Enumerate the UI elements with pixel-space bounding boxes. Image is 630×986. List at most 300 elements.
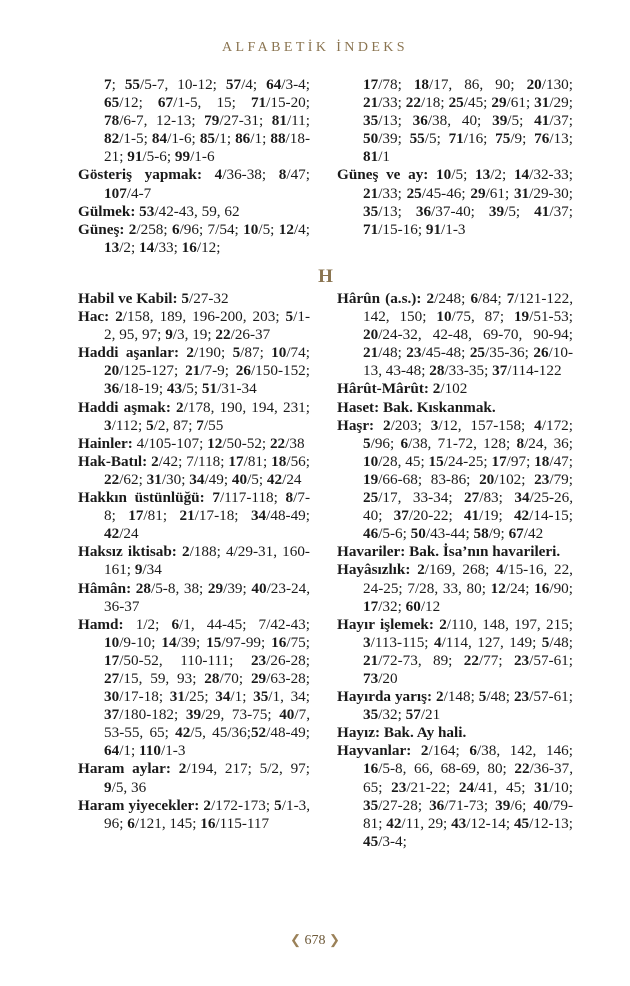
index-entry: [78, 760, 310, 796]
index-entry: [337, 290, 573, 380]
entry-bold-text: 64: [104, 742, 120, 760]
entry-text: /48-49;: [266, 507, 310, 525]
entry-text: /33-35;: [444, 362, 493, 380]
entry-bold-text: 36: [412, 112, 428, 130]
entry-bold-text: 39: [492, 112, 508, 130]
entry-text: ;: [111, 76, 125, 93]
entry-bold-text: 22: [215, 326, 231, 344]
entry-bold-text: 7: [196, 416, 204, 434]
index-entry: [337, 724, 573, 742]
entry-bold-text: 23: [406, 344, 422, 362]
entry-text: /47;: [549, 452, 573, 470]
entry-text: /113-115;: [370, 633, 434, 651]
entry-bold-text: 23: [250, 651, 267, 669]
entry-text: /6;: [510, 796, 534, 814]
entry-bold-text: 15: [206, 633, 222, 651]
entry-text: /3, 19;: [172, 326, 216, 344]
entry-text: /1, 44-45; 7/42-43;: [179, 615, 310, 633]
entry-bold-text: 21: [363, 344, 379, 362]
entry-text: /121, 145;: [134, 814, 201, 832]
entry-text: /1-5;: [119, 130, 152, 148]
entry-text: /5;: [504, 202, 535, 220]
entry-text: /18-19;: [119, 380, 167, 398]
entry-text: /72-73, 89;: [378, 651, 464, 669]
entry-bold-text: 31: [513, 184, 530, 202]
entry-text: /5;: [424, 130, 449, 148]
entry-text: /121-122, 142, 150;: [363, 290, 573, 326]
entry-text: /77;: [478, 651, 514, 669]
entry-text: /23-24, 36-37: [104, 579, 311, 615]
entry-text: /1;: [215, 130, 236, 148]
entry-bold-text: 12: [278, 220, 294, 238]
entry-text: /37;: [549, 112, 573, 130]
entry-text: /71-73;: [444, 796, 496, 814]
entry-text: /45-46;: [421, 184, 471, 202]
entry-bold-text: 23: [534, 470, 550, 488]
entry-text: /97-99;: [221, 633, 272, 651]
index-entry: [337, 543, 573, 561]
entry-text: /9;: [488, 525, 509, 543]
entry-bold-text: 5: [146, 416, 154, 434]
entry-bold-text: 75: [495, 130, 511, 148]
entry-bold-text: 20: [363, 326, 379, 344]
entry-text: /21: [420, 706, 441, 724]
index-entry: [78, 797, 310, 833]
entry-bold-text: 3: [363, 633, 371, 651]
entry-text: /45;: [463, 94, 492, 112]
entry-bold-text: 16: [181, 238, 197, 256]
entry-text: /5, 45/36;: [190, 724, 251, 742]
entry-text: /97;: [506, 452, 535, 470]
entry-bold-text: 37: [104, 706, 120, 724]
section-heading-row: [78, 266, 573, 288]
section-letter: H: [318, 266, 333, 287]
entry-text: /41, 45;: [474, 778, 535, 796]
entry-bold-text: 5: [478, 688, 487, 706]
entry-text: /190;: [193, 344, 233, 362]
entry-bold-text: 5: [274, 796, 282, 814]
entry-bold-text: 60: [405, 597, 421, 615]
entry-text: /7-8;: [104, 489, 310, 525]
entry-text: 4/105-107;: [136, 434, 208, 452]
entry-bold-text: 40: [251, 579, 267, 597]
entry-text: /29-30;: [529, 184, 573, 202]
entry-bold-text: 16: [200, 814, 216, 832]
entry-text: /4-7: [126, 184, 152, 202]
entry-text: /38, 142, 146;: [476, 742, 573, 760]
entry-bold-text: 20: [104, 362, 120, 380]
top-left-column: [78, 76, 310, 257]
entry-text: /48;: [378, 344, 407, 362]
entry-bold-text: 21: [363, 184, 379, 202]
entry-text: /9-10;: [119, 633, 162, 651]
entry-bold-text: 8: [516, 434, 525, 452]
entry-text: /1, 34;: [268, 688, 310, 706]
entry-text: /15-16;: [378, 220, 426, 238]
entry-text: /26-28;: [266, 651, 310, 669]
entry-bold-text: Haddi aşmak: 2: [78, 398, 184, 416]
entry-text: /24: [119, 525, 139, 543]
entry-bold-text: 26: [533, 344, 549, 362]
entry-bold-text: 50: [410, 525, 426, 543]
entry-text: /50-52, 110-111;: [119, 651, 251, 669]
entry-text: /158, 189, 196-200, 203;: [122, 308, 286, 326]
entry-text: /33;: [378, 94, 406, 112]
entry-bold-text: 45: [363, 832, 379, 850]
entry-bold-text: Haram yiyecekler: 2: [78, 796, 211, 814]
entry-bold-text: 24: [458, 778, 475, 796]
entry-bold-text: 23: [513, 651, 530, 669]
entry-text: /24: [282, 470, 302, 488]
entry-text: /1-6;: [167, 130, 200, 148]
entry-bold-text: Hayırda yarış: 2: [337, 688, 444, 706]
entry-bold-text: 17: [491, 452, 507, 470]
entry-bold-text: 8: [278, 166, 287, 184]
entry-bold-text: Hârût-Mârût: 2: [337, 380, 441, 398]
entry-text: /14-15;: [529, 507, 573, 525]
entry-bold-text: 35: [363, 706, 379, 724]
entry-text: /79;: [549, 470, 573, 488]
index-entry: [337, 380, 573, 398]
entry-text: /3-4;: [378, 832, 407, 850]
entry-text: /5-7, 10-12;: [140, 76, 226, 93]
entry-text: /39;: [176, 633, 207, 651]
entry-bold-text: 10: [436, 308, 452, 326]
entry-bold-text: 22: [514, 760, 530, 778]
entry-text: /11;: [286, 112, 311, 130]
entry-bold-text: 31: [534, 778, 550, 796]
page-footer: [0, 932, 630, 949]
entry-bold-text: 14: [513, 166, 530, 184]
entry-text: /115-117: [215, 814, 270, 832]
entry-text: /164;: [428, 742, 470, 760]
entry-text: /49;: [204, 470, 232, 488]
index-entry: [337, 688, 573, 724]
entry-bold-text: Hamd:: [78, 615, 136, 633]
entry-bold-text: Haşr: 2: [337, 416, 391, 434]
entry-text: /50-52;: [222, 434, 270, 452]
entry-bold-text: 27: [104, 669, 120, 687]
entry-bold-text: 23: [391, 778, 407, 796]
entry-text: /87;: [240, 344, 272, 362]
entry-text: /57-61;: [529, 651, 573, 669]
entry-bold-text: 34: [215, 688, 231, 706]
entry-bold-text: 19: [513, 308, 530, 326]
entry-text: /56;: [286, 452, 310, 470]
entry-bold-text: 81: [363, 148, 379, 166]
entry-bold-text: 22: [104, 470, 120, 488]
entry-text: /17-18;: [119, 688, 170, 706]
entry-bold-text: 52: [250, 724, 267, 742]
entry-text: /19;: [479, 507, 514, 525]
entry-text: /27-31;: [219, 112, 272, 130]
entry-text: /17, 86, 90;: [429, 76, 527, 93]
entry-text: /172;: [541, 416, 573, 434]
index-entry: [78, 435, 310, 453]
entry-text: /180-182;: [119, 706, 186, 724]
entry-bold-text: Hakkın üstünlüğü: 7: [78, 489, 220, 507]
entry-bold-text: 34: [189, 470, 205, 488]
entry-bold-text: 34: [250, 507, 267, 525]
entry-text: /83;: [479, 489, 515, 507]
entry-bold-text: 22: [269, 434, 286, 452]
entry-bold-text: Haksız iktisab: 2: [78, 543, 190, 561]
entry-text: /4;: [293, 220, 310, 238]
entry-bold-text: 36: [104, 380, 120, 398]
entry-bold-text: 6: [127, 814, 135, 832]
entry-text: /61;: [506, 94, 535, 112]
entry-text: /48-49;: [266, 724, 310, 742]
index-entry: [78, 203, 310, 221]
entry-bold-text: 39: [495, 796, 511, 814]
entry-bold-text: Haset: Bak. Kıskanmak.: [337, 398, 496, 416]
entry-bold-text: 6: [470, 290, 479, 307]
entry-bold-text: 41: [534, 112, 550, 130]
entry-bold-text: 41: [534, 202, 550, 220]
entry-bold-text: 7: [104, 76, 112, 93]
entry-text: /26-37: [230, 326, 271, 344]
entry-text: /15, 59, 93;: [119, 669, 205, 687]
entry-text: /12;: [196, 238, 221, 256]
entry-bold-text: 76: [534, 130, 550, 148]
entry-bold-text: Hârûn (a.s.): 2: [337, 290, 435, 307]
entry-text: /178, 190, 194, 231;: [183, 398, 310, 416]
entry-bold-text: 28: [429, 362, 445, 380]
entry-bold-text: 5: [232, 344, 241, 362]
entry-bold-text: 3: [430, 416, 439, 434]
entry-bold-text: 29: [250, 669, 267, 687]
entry-bold-text: 5: [285, 308, 294, 326]
index-entry: [78, 76, 310, 166]
page-number: 678: [304, 933, 326, 948]
entry-bold-text: 65: [104, 94, 120, 112]
entry-text: /148;: [443, 688, 479, 706]
entry-bold-text: Hayız: Bak. Ay hali.: [337, 724, 467, 742]
entry-text: /117-118;: [219, 489, 286, 507]
entry-bold-text: 91: [425, 220, 442, 238]
entry-bold-text: 39: [185, 706, 202, 724]
entry-text: /35-36;: [485, 344, 534, 362]
entry-text: /15-20;: [266, 94, 310, 112]
entry-bold-text: 26: [235, 362, 251, 380]
entry-bold-text: 5: [541, 633, 550, 651]
entry-text: /3-4;: [281, 76, 310, 93]
entry-bold-text: 46: [363, 525, 379, 543]
entry-bold-text: 25: [469, 344, 485, 362]
index-entry: [78, 399, 310, 435]
entry-text: /37;: [549, 202, 573, 220]
entry-bold-text: 25: [406, 184, 422, 202]
entry-text: /7-9;: [200, 362, 236, 380]
entry-text: /2;: [490, 166, 514, 184]
entry-bold-text: 13: [475, 166, 491, 184]
entry-bold-text: 84: [151, 130, 168, 148]
entry-bold-text: 91: [127, 148, 143, 166]
entry-bold-text: Gülmek: 53: [78, 202, 155, 220]
entry-text: /75, 87;: [451, 308, 514, 326]
entry-text: /17, 33-34;: [378, 489, 465, 507]
entry-bold-text: 37: [492, 362, 508, 380]
entry-text: /13;: [549, 130, 573, 148]
entry-text: /169, 268;: [424, 561, 497, 579]
entry-text: /74;: [286, 344, 310, 362]
entry-text: /188; 4/29-31, 160-161;: [104, 543, 310, 579]
entry-text: /24-25;: [443, 452, 492, 470]
entry-text: /194, 217; 5/2, 97;: [186, 760, 310, 778]
entry-bold-text: 17: [128, 507, 144, 525]
entry-text: /90;: [549, 579, 573, 597]
entry-bold-text: 6: [400, 434, 409, 452]
entry-bold-text: 71: [363, 220, 379, 238]
entry-bold-text: 110: [139, 742, 161, 760]
entry-text: /4;: [241, 76, 267, 93]
entry-text: /12: [420, 597, 441, 615]
entry-bold-text: Hayvanlar: 2: [337, 742, 429, 760]
entry-text: /33;: [154, 238, 182, 256]
entry-text: /248;: [434, 290, 471, 307]
entry-text: /20-22;: [408, 507, 464, 525]
entry-bold-text: 12: [207, 434, 223, 452]
entry-bold-text: 42: [513, 507, 530, 525]
entry-bold-text: 86: [235, 130, 251, 148]
entry-text: /10-13, 43-48;: [363, 344, 573, 380]
entry-bold-text: 39: [488, 202, 505, 220]
entry-bold-text: 6: [171, 220, 180, 238]
entry-bold-text: 42: [104, 525, 120, 543]
entry-bold-text: 10: [243, 220, 259, 238]
entry-text: /38, 71-72, 128;: [408, 434, 517, 452]
entry-bold-text: 14: [139, 238, 155, 256]
entry-text: /45-48;: [421, 344, 470, 362]
entry-bold-text: 3: [104, 416, 112, 434]
entry-bold-text: 31: [534, 94, 550, 112]
entry-bold-text: 30: [104, 688, 120, 706]
entry-text: /1-3: [160, 742, 186, 760]
entry-bold-text: Hak-Batıl: 2: [78, 452, 159, 470]
entry-bold-text: 9: [165, 326, 173, 344]
entry-text: /5;: [182, 380, 202, 398]
entry-bold-text: 6: [171, 615, 180, 633]
index-entry: [337, 76, 573, 166]
entry-bold-text: 10: [363, 452, 379, 470]
entry-text: /70;: [219, 669, 251, 687]
entry-text: /31-34: [217, 380, 257, 398]
entry-bold-text: 42: [266, 470, 283, 488]
entry-bold-text: 17: [363, 76, 379, 93]
entry-bold-text: 35: [363, 796, 379, 814]
entry-text: /5, 36: [111, 778, 147, 796]
entry-text: /42-43, 59, 62: [154, 202, 240, 220]
entry-bold-text: 58: [473, 525, 489, 543]
entry-text: /7, 53-55, 65;: [104, 706, 311, 742]
entry-text: 1/2;: [135, 615, 172, 633]
entry-bold-text: 4: [496, 561, 504, 579]
entry-text: /39;: [223, 579, 252, 597]
entry-text: /12-14;: [466, 814, 514, 832]
index-entry: [78, 489, 310, 543]
index-entry: [337, 616, 573, 688]
entry-text: /1-2, 95, 97;: [104, 308, 310, 344]
entry-bold-text: 43: [166, 380, 183, 398]
entry-text: /1;: [230, 688, 254, 706]
entry-text: /36-37, 65;: [363, 760, 573, 796]
entry-text: /37-40;: [431, 202, 489, 220]
index-entry: [337, 399, 573, 417]
entry-text: /36-38;: [222, 166, 279, 184]
index-entry: [337, 417, 573, 544]
entry-text: /34: [142, 561, 162, 579]
entry-text: /79-81;: [363, 796, 573, 832]
entry-bold-text: Havariler: Bak. İsa’nın havarileri.: [337, 543, 561, 561]
entry-bold-text: 67: [157, 94, 174, 112]
entry-text: /18;: [420, 94, 449, 112]
entry-bold-text: 18: [413, 76, 429, 93]
entry-text: /47;: [286, 166, 310, 184]
entry-bold-text: 21: [179, 507, 195, 525]
entry-text: /25-26, 40;: [363, 489, 573, 525]
entry-bold-text: 42: [386, 814, 402, 832]
ornament-left-icon: ❮: [290, 932, 301, 947]
entry-text: /5-8, 66, 68-69, 80;: [378, 760, 515, 778]
entry-text: /61;: [485, 184, 514, 202]
entry-text: /63-28;: [266, 669, 310, 687]
entry-text: /5-6;: [378, 525, 411, 543]
entry-text: /42: [523, 525, 544, 543]
entry-text: /48;: [486, 688, 514, 706]
entry-bold-text: 13: [104, 238, 120, 256]
entry-text: /1-3, 96;: [104, 796, 311, 832]
entry-text: /10;: [549, 778, 573, 796]
entry-bold-text: 16: [271, 633, 287, 651]
entry-bold-text: Habil ve Kabil: 5: [78, 290, 189, 307]
entry-text: /1: [378, 148, 391, 166]
entry-bold-text: 36: [429, 796, 445, 814]
entry-bold-text: 31: [169, 688, 185, 706]
entry-bold-text: 37: [393, 507, 409, 525]
entry-text: /84;: [478, 290, 507, 307]
entry-text: /11, 29;: [401, 814, 452, 832]
entry-text: /48;: [549, 633, 573, 651]
index-entry: [337, 561, 573, 615]
entry-text: /112;: [111, 416, 147, 434]
entry-bold-text: 29: [207, 579, 224, 597]
index-entry: [78, 543, 310, 579]
entry-bold-text: 67: [508, 525, 524, 543]
entry-text: /96;: [370, 434, 401, 452]
entry-bold-text: 57: [225, 76, 242, 93]
entry-bold-text: 9: [134, 561, 143, 579]
page-header: ALFABETİK İNDEKS: [222, 40, 408, 55]
entry-text: /203;: [390, 416, 431, 434]
entry-text: /6-7, 12-13;: [119, 112, 205, 130]
entry-text: /9;: [510, 130, 535, 148]
entry-bold-text: 28: [204, 669, 220, 687]
index-entry: [78, 344, 310, 398]
entry-text: /5-6;: [142, 148, 175, 166]
entry-bold-text: 36: [415, 202, 432, 220]
entry-text: /5;: [258, 220, 279, 238]
entry-bold-text: Güneş: 2: [78, 220, 137, 238]
index-entry: [337, 742, 573, 851]
entry-bold-text: 15: [428, 452, 444, 470]
entry-text: /1;: [119, 742, 140, 760]
entry-text: /2;: [119, 238, 140, 256]
entry-text: /25;: [184, 688, 216, 706]
entry-bold-text: 41: [463, 507, 480, 525]
entry-text: /32-33;: [529, 166, 573, 184]
entry-bold-text: 57: [405, 706, 421, 724]
entry-bold-text: 71: [250, 94, 267, 112]
